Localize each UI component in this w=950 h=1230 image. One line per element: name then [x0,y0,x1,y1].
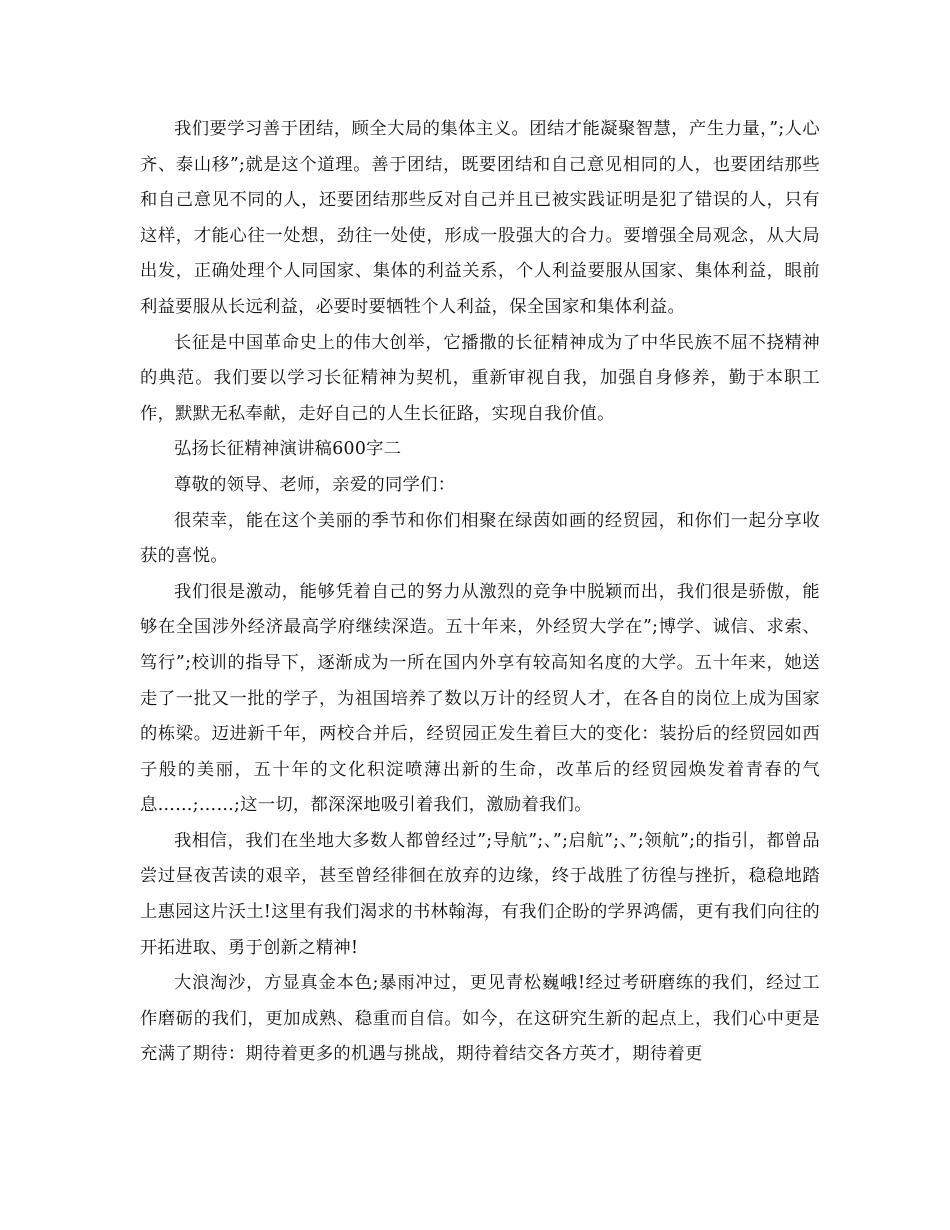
paragraph-expectation: 大浪淘沙，方显真金本色;暴雨冲过，更见青松巍峨!经过考研磨练的我们，经过工作磨砺的我们，更加成熟、稳重而自信。如今，在这研究生新的起点上，我们心中更是充满了期待：期待着更多的机遇与挑战，期待着结交各方英才，期待着更 [140,973,820,1065]
salutation: 尊敬的领导、老师，亲爱的同学们： [174,474,456,495]
paragraph-teamwork: 我们要学习善于团结，顾全大局的集体主义。团结才能凝聚智慧，产生力量，”;人心齐、泰山移”;就是这个道理。善于团结，既要团结和自己意见相同的人，也要团结那些和自己意见不同的人，还要团结那些反对自己并且已被实践证明是犯了错误的人，只有这样，才能心往一处想，劲往一处使，形成一股强大的合力。要增强全局观念，从大局出发，正确处理个人同国家、集体的利益关系，个人利益要服从国家、集体利益，眼前利益要服从长远利益，必要时要牺牲个人利益，保全国家和集体利益。 [140,119,820,317]
paragraph-belief: 我相信，我们在坐地大多数人都曾经过”;导航”;、”;启航”;、”;领航”;的指引，都曾品尝过昼夜苦读的艰辛，甚至曾经徘徊在放弃的边缘，终于战胜了彷徨与挫折，稳稳地踏上惠园这片沃土!这里有我们渴求的书林翰海，有我们企盼的学界鸿儒，更有我们向往的开拓进取、勇于创新之精神! [140,830,820,958]
paragraph-long-march: 长征是中国革命史上的伟大创举，它播撒的长征精神成为了中华民族不屈不挠精神的典范。我们要以学习长征精神为契机，重新审视自我，加强自身修养，勤于本职工作，默默无私奉献，走好自己的人生长征路，实现自我价值。 [140,332,820,424]
paragraph-greeting: 很荣幸，能在这个美丽的季节和你们相聚在绿茵如画的经贸园，和你们一起分享收获的喜悦。 [140,510,820,567]
speech-title: 弘扬长征精神演讲稿600字二 [174,439,402,460]
paragraph-university: 我们很是激动，能够凭着自己的努力从激烈的竞争中脱颖而出，我们很是骄傲，能够在全国涉外经济最高学府继续深造。五十年来，外经贸大学在”;博学、诚信、求索、笃行”;校训的指导下，逐渐成为一所在国内外享有较高知名度的大学。五十年来，她送走了一批又一批的学子，为祖国培养了数以万计的经贸人才，在各自的岗位上成为国家的栋梁。迈进新千年，两校合并后，经贸园正发生着巨大的变化：装扮后的经贸园如西子般的美丽，五十年的文化积淀喷薄出新的生命，改革后的经贸园焕发着青春的气息……;……;这一切，都深深地吸引着我们，激励着我们。 [140,581,820,816]
document-body [140,112,820,1073]
